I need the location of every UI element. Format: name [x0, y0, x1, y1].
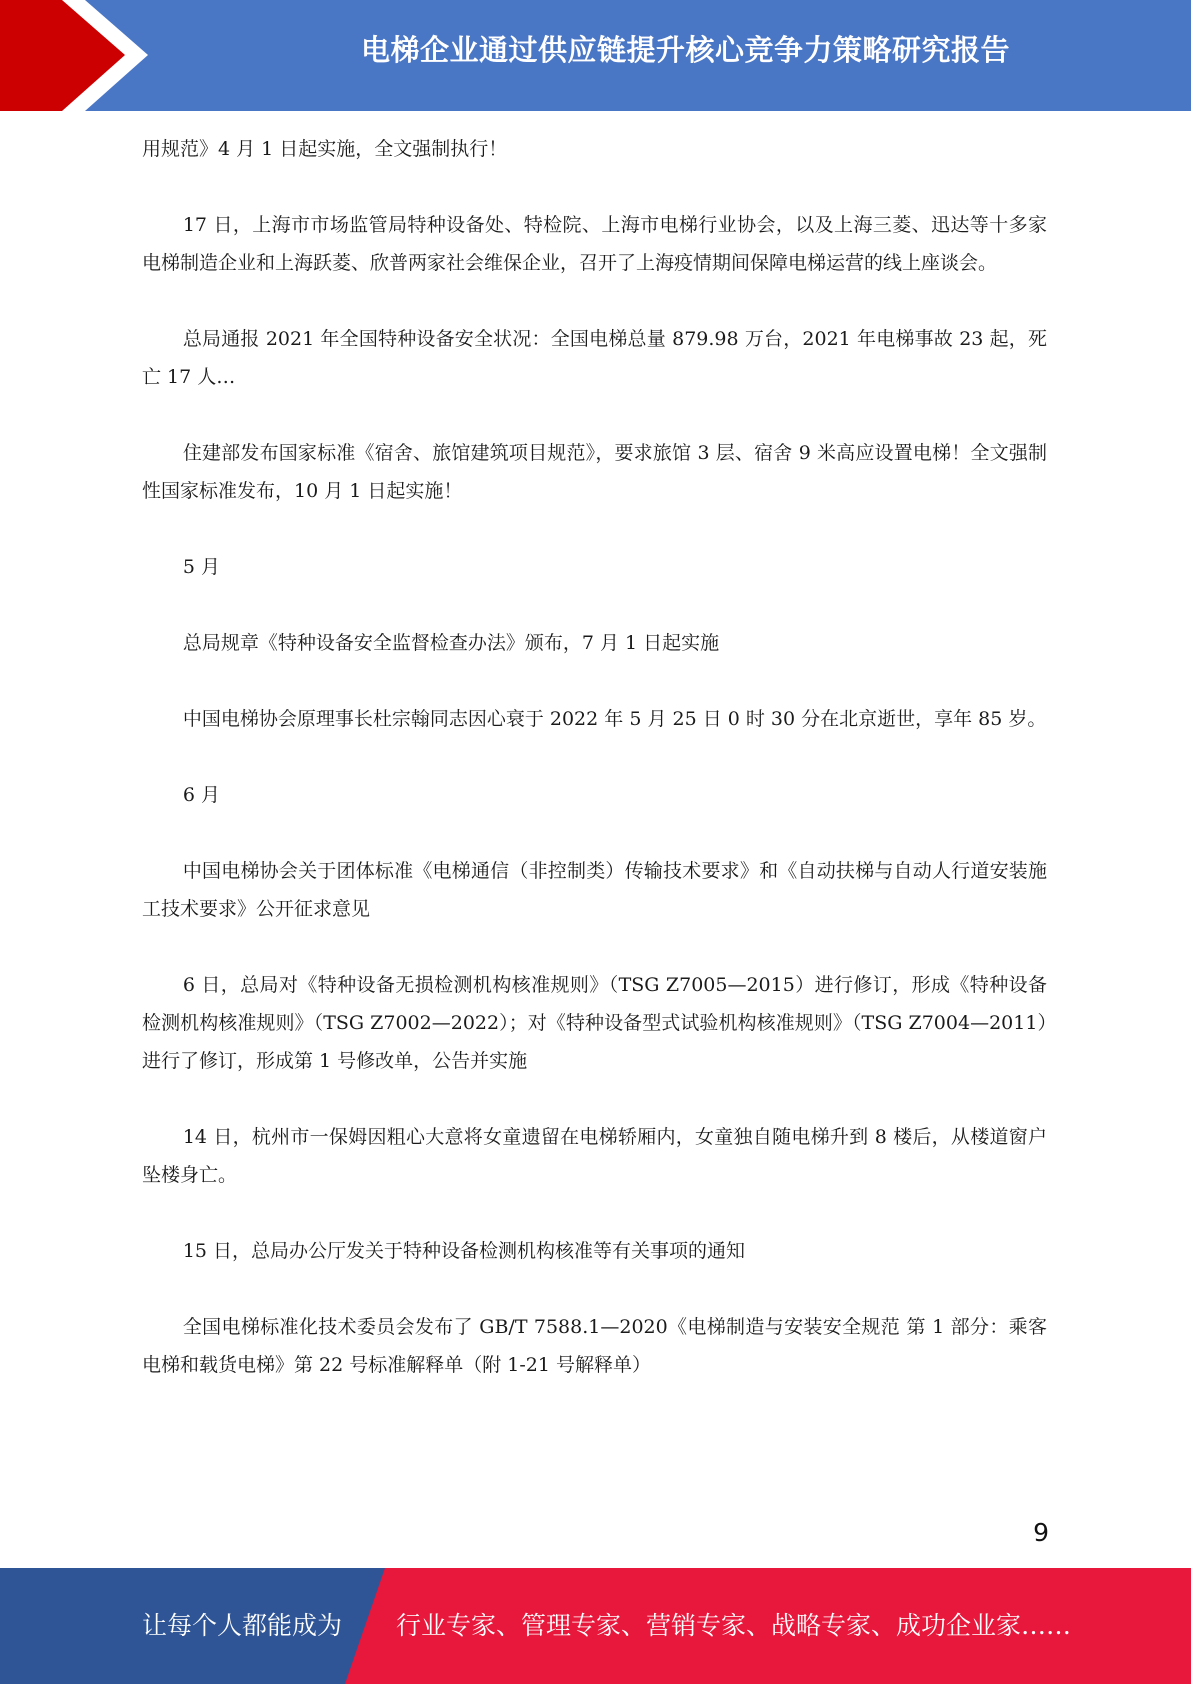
document-body — [142, 130, 1047, 1422]
page-header — [0, 0, 1191, 111]
paragraph: 用规范》4 月 1 日起实施，全文强制执行！ — [142, 138, 508, 160]
paragraph: 总局规章《特种设备安全监督检查办法》颁布，7 月 1 日起实施 — [182, 632, 720, 654]
footer-slogan-right: 行业专家、管理专家、营销专家、战略专家、成功企业家…… — [396, 1611, 1072, 1640]
paragraph: 总局通报 2021 年全国特种设备安全状况：全国电梯总量 879.98 万台，2021 年电梯事故 23 起，死亡 17 人… — [142, 328, 1047, 388]
paragraph: 6 日，总局对《特种设备无损检测机构核准规则》（TSG Z7005—2015）进行修订，形成《特种设备检测机构核准规则》（TSG Z7002—2022）；对《特种设备型式试验机构核准规则》（TSG Z7004—2011）进行了修订，形成第 1 号修改单，公告并实施 — [142, 974, 1047, 1072]
paragraph: 住建部发布国家标准《宿舍、旅馆建筑项目规范》，要求旅馆 3 层、宿舍 9 米高应设置电梯！全文强制性国家标准发布，10 月 1 日起实施！ — [142, 442, 1047, 502]
paragraph: 中国电梯协会原理事长杜宗翰同志因心衰于 2022 年 5 月 25 日 0 时 30 分在北京逝世，享年 85 岁。 — [182, 708, 1047, 730]
report-title: 电梯企业通过供应链提升核心竞争力策略研究报告 — [360, 33, 1010, 67]
paragraph: 17 日，上海市市场监管局特种设备处、特检院、上海市电梯行业协会，以及上海三菱、迅达等十多家电梯制造企业和上海跃菱、欣普两家社会维保企业，召开了上海疫情期间保障电梯运营的线上座谈会。 — [142, 214, 1047, 274]
page-number: 9 — [1033, 1518, 1049, 1547]
month-heading: 6 月 — [182, 784, 220, 806]
paragraph: 14 日，杭州市一保姆因粗心大意将女童遗留在电梯轿厢内，女童独自随电梯升到 8 楼后，从楼道窗户坠楼身亡。 — [142, 1126, 1047, 1186]
month-heading: 5 月 — [182, 556, 220, 578]
footer-slogan-left: 让每个人都能成为 — [142, 1611, 343, 1640]
paragraph: 中国电梯协会关于团体标准《电梯通信（非控制类）传输技术要求》和《自动扶梯与自动人行道安装施工技术要求》公开征求意见 — [142, 860, 1047, 920]
paragraph: 全国电梯标准化技术委员会发布了 GB/T 7588.1—2020《电梯制造与安装安全规范 第 1 部分：乘客电梯和载货电梯》第 22 号标准解释单（附 1-21 号解释单） — [142, 1316, 1047, 1376]
page-footer — [0, 1568, 1191, 1684]
paragraph: 15 日，总局办公厅发关于特种设备检测机构核准等有关事项的通知 — [182, 1240, 746, 1262]
